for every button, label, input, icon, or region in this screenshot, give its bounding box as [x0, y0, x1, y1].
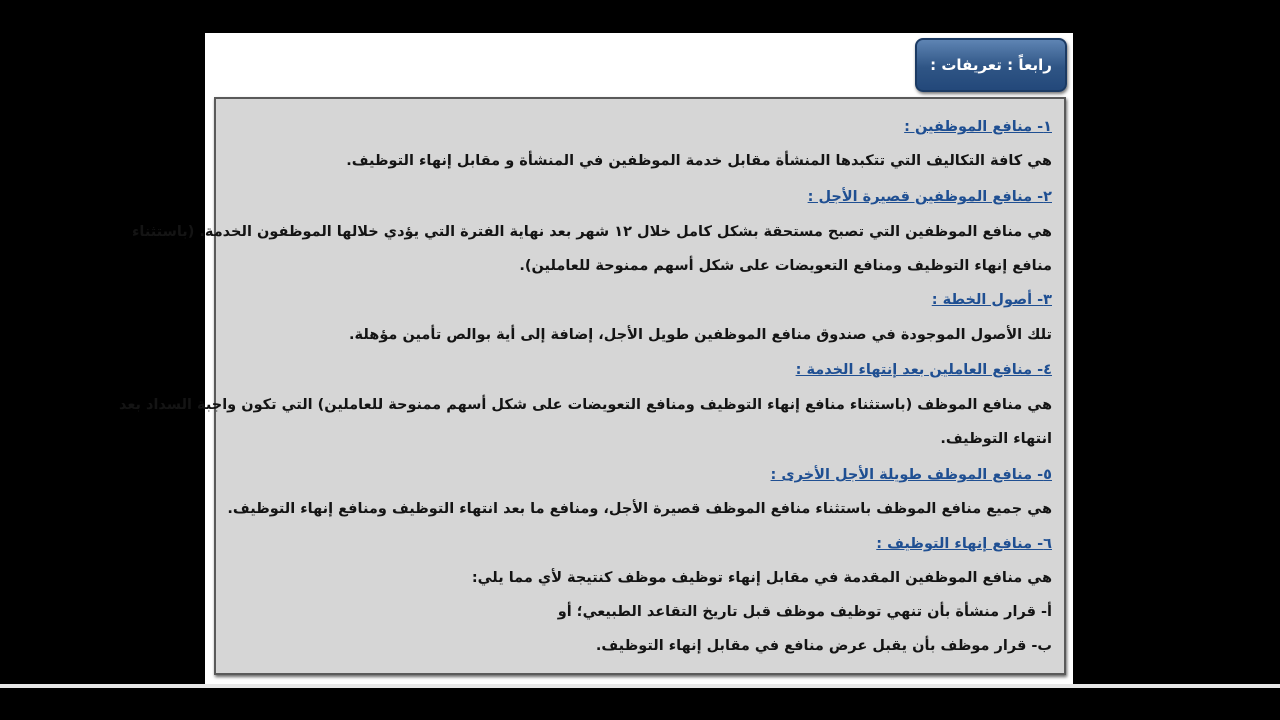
definition-heading-5: ٥- منافع الموظف طويلة الأجل الأخرى :: [770, 467, 1052, 483]
definition-text-4b: انتهاء التوظيف.: [940, 431, 1052, 447]
definition-text-3: تلك الأصول الموجودة في صندوق منافع الموظفين طويل الأجل، إضافة إلى أية بوالص تأمين مؤهلة.: [349, 327, 1052, 343]
definition-heading-3: ٣- أصول الخطة :: [931, 292, 1052, 308]
definition-item-a: أ- قرار منشأة بأن تنهي توظيف موظف قبل تاريخ التقاعد الطبيعي؛ أو: [557, 604, 1052, 620]
definitions-panel: [118, 97, 1066, 675]
definition-heading-6: ٦- منافع إنهاء التوظيف :: [876, 536, 1052, 552]
definition-heading-2: ٢- منافع الموظفين قصيرة الأجل :: [807, 189, 1052, 205]
definition-text-5: هي جميع منافع الموظف باستثناء منافع الموظف قصيرة الأجل، ومنافع ما بعد انتهاء التوظيف ومنافع إنهاء التوظيف.: [227, 501, 1052, 517]
slide: [118, 33, 1073, 686]
slide-title: رابعاً : تعريفات :: [915, 38, 1067, 92]
definition-text-1: هي كافة التكاليف التي تتكبدها المنشأة مقابل خدمة الموظفين في المنشأة و مقابل إنهاء التوظيف.: [346, 153, 1052, 169]
definition-text-2a: هي منافع الموظفين التي تصبح مستحقة بشكل كامل خلال ١٢ شهر بعد نهاية الفترة التي يؤدي خلالها الموظفون الخدمة. (باستثناء: [131, 224, 1052, 240]
definition-heading-1: ١- منافع الموظفين :: [904, 119, 1052, 135]
definition-text-2b: منافع إنهاء التوظيف ومنافع التعويضات على شكل أسهم ممنوحة للعاملين).: [519, 258, 1052, 274]
definition-item-b: ب- قرار موظف بأن يقبل عرض منافع في مقابل إنهاء التوظيف.: [595, 638, 1052, 654]
definition-text-4a: هي منافع الموظف (باستثناء منافع إنهاء التوظيف ومنافع التعويضات على شكل أسهم ممنوحة للعاملين) التي تكون واجبة السداد بعد: [118, 397, 1052, 413]
definition-text-6: هي منافع الموظفين المقدمة في مقابل إنهاء توظيف موظف كنتيجة لأي مما يلي:: [471, 570, 1052, 586]
bottom-divider: [0, 684, 1280, 688]
definition-heading-4: ٤- منافع العاملين بعد إنتهاء الخدمة :: [795, 362, 1052, 378]
